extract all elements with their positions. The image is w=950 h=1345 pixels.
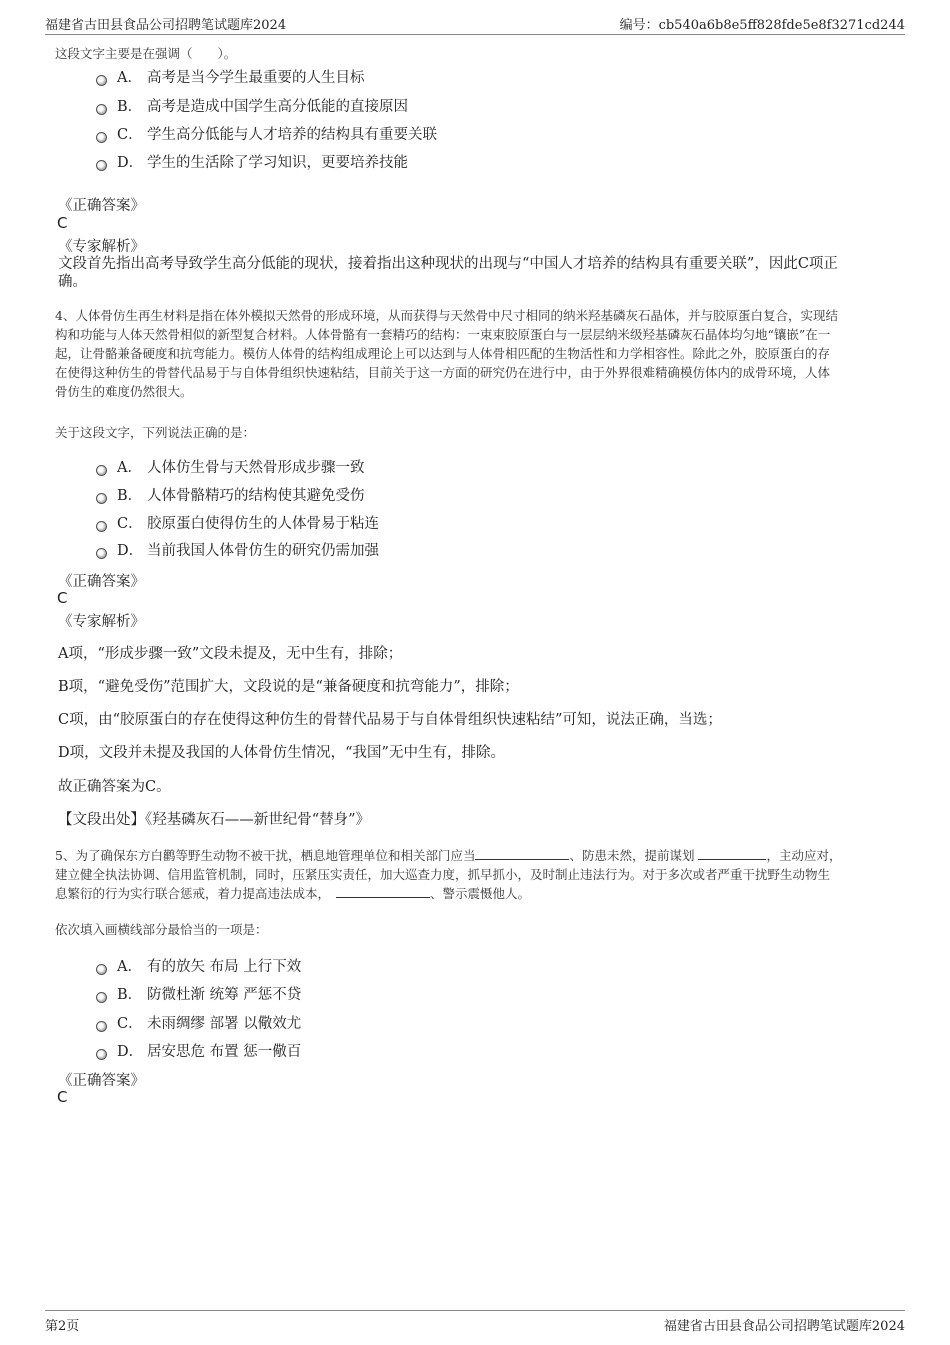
option-key: A． xyxy=(117,460,142,476)
page-header xyxy=(45,14,905,35)
option-text: 高考是造成中国学生高分低能的直接原因 xyxy=(147,99,408,115)
q4-option-b[interactable] xyxy=(96,484,365,505)
q5-question: 依次填入画横线部分最恰当的一项是： xyxy=(55,922,268,937)
q5-passage xyxy=(55,846,905,903)
q3-option-a[interactable] xyxy=(96,66,365,87)
footer-title: 福建省古田县食品公司招聘笔试题库2024 xyxy=(663,1319,905,1334)
q5-option-c[interactable] xyxy=(96,1012,301,1033)
q5-answer: C xyxy=(57,1088,68,1106)
radio-icon[interactable] xyxy=(96,1021,107,1032)
option-text: 胶原蛋白使得仿生的人体骨易于粘连 xyxy=(147,516,379,532)
option-key: D． xyxy=(117,1044,144,1060)
option-text: 人体骨骼精巧的结构使其避免受伤 xyxy=(147,488,365,504)
option-text: 居安思危 布置 惩一儆百 xyxy=(147,1044,302,1060)
header-serial: 编号：cb540a6b8e5ff828fde5e8f3271cd244 xyxy=(619,18,905,33)
q3-option-d[interactable] xyxy=(96,151,408,172)
radio-icon[interactable] xyxy=(96,104,107,115)
radio-icon[interactable] xyxy=(96,465,107,476)
radio-icon[interactable] xyxy=(96,1049,107,1060)
option-text: 高考是当今学生最重要的人生目标 xyxy=(147,70,365,86)
q4-analysis-b: B项，“避免受伤”范围扩大，文段说的是“兼备硬度和抗弯能力”，排除； xyxy=(58,679,519,695)
option-key: B． xyxy=(117,99,143,115)
q5-option-a[interactable] xyxy=(96,955,301,976)
q5-answer-label: 《正确答案》 xyxy=(58,1073,145,1089)
q3-option-c[interactable] xyxy=(96,123,437,144)
q4-answer: C xyxy=(57,589,68,607)
q3-option-b[interactable] xyxy=(96,95,408,116)
q3-analysis-label: 《专家解析》 xyxy=(58,239,145,255)
option-key: D． xyxy=(117,155,144,171)
passage-line: 在使得这种仿生的骨替代品易于与自体骨组织快速粘结，目前关于这一方面的研究仍在进行中，由于外界很难精确模仿体内的成骨环境，人体 xyxy=(55,365,831,380)
text-segment: ，主动应对， xyxy=(766,848,842,863)
option-key: C． xyxy=(117,1016,143,1032)
page-number: 第2页 xyxy=(45,1319,80,1334)
passage-line: 起，让骨骼兼备硬度和抗弯能力。模仿人体骨的结构组成理论上可以达到与人体骨相匹配的生物活性和力学相容性。除此之外，胶原蛋白的存 xyxy=(55,346,831,361)
option-key: C． xyxy=(117,516,143,532)
q3-answer: C xyxy=(57,214,68,232)
blank-2 xyxy=(698,847,766,860)
page-footer xyxy=(45,1310,905,1334)
radio-icon[interactable] xyxy=(96,493,107,504)
option-key: A． xyxy=(117,959,142,975)
radio-icon[interactable] xyxy=(96,521,107,532)
radio-icon[interactable] xyxy=(96,160,107,171)
header-title: 福建省古田县食品公司招聘笔试题库2024 xyxy=(45,18,287,33)
q4-option-d[interactable] xyxy=(96,539,379,560)
radio-icon[interactable] xyxy=(96,992,107,1003)
q4-option-c[interactable] xyxy=(96,512,379,533)
q5-line2: 建立健全执法协调、信用监管机制，同时，压紧压实责任，加大巡查力度，抓早抓小，及时制止违法行为。对于多次或者严重干扰野生动物生 xyxy=(55,867,831,882)
text-segment: 、警示震慑他人。 xyxy=(430,886,531,901)
radio-icon[interactable] xyxy=(96,548,107,559)
q4-passage xyxy=(55,306,838,401)
q4-analysis-a: A项，“形成步骤一致”文段未提及，无中生有，排除； xyxy=(58,646,403,662)
q4-answer-label: 《正确答案》 xyxy=(58,574,145,590)
option-text: 人体仿生骨与天然骨形成步骤一致 xyxy=(147,460,365,476)
option-text: 有的放矢 布局 上行下效 xyxy=(147,959,302,975)
q4-conclusion: 故正确答案为C。 xyxy=(58,779,171,795)
q4-analysis-c: C项，由“胶原蛋白的存在使得这种仿生的骨替代品易于与自体骨组织快速粘结”可知，说法正确，当选； xyxy=(58,712,722,728)
q5-option-b[interactable] xyxy=(96,983,301,1004)
radio-icon[interactable] xyxy=(96,964,107,975)
text-segment: 息繁衍的行为实行联合惩戒，着力提高违法成本， xyxy=(55,886,331,901)
radio-icon[interactable] xyxy=(96,75,107,86)
text-segment: 5、为了确保东方白鹳等野生动物不被干扰，栖息地管理单位和相关部门应当 xyxy=(55,848,476,863)
q4-analysis-label: 《专家解析》 xyxy=(58,614,145,630)
option-text: 未雨绸缪 部署 以儆效尤 xyxy=(147,1016,302,1032)
option-text: 学生高分低能与人才培养的结构具有重要关联 xyxy=(147,127,437,143)
q3-analysis-line1: 文段首先指出高考导致学生高分低能的现状，接着指出这种现状的出现与“中国人才培养的结构具有重要关联”，因此C项正 xyxy=(58,256,838,272)
text-segment: 、防患未然，提前谋划 xyxy=(569,848,695,863)
q5-option-d[interactable] xyxy=(96,1040,301,1061)
blank-3 xyxy=(336,885,430,898)
passage-line: 4、人体骨仿生再生材料是指在体外模拟天然骨的形成环境，从而获得与天然骨中尺寸相同的纳米羟基磷灰石晶体，并与胶原蛋白复合，实现结 xyxy=(55,308,838,323)
q3-analysis-line2: 确。 xyxy=(58,274,87,290)
q4-analysis-d: D项，文段并未提及我国的人体骨仿生情况，“我国”无中生有，排除。 xyxy=(58,745,505,761)
passage-line: 构和功能与人体天然骨相似的新型复合材料。人体骨骼有一套精巧的结构：一束束胶原蛋白与一层层纳米级羟基磷灰石晶体均匀地“镶嵌”在一 xyxy=(55,327,831,342)
option-key: B． xyxy=(117,987,143,1003)
option-text: 学生的生活除了学习知识，更要培养技能 xyxy=(147,155,408,171)
option-text: 当前我国人体骨仿生的研究仍需加强 xyxy=(147,543,379,559)
option-key: A． xyxy=(117,70,142,86)
q4-source: 【文段出处】《羟基磷灰石——新世纪骨“替身”》 xyxy=(58,812,371,828)
q5-line1 xyxy=(55,846,905,865)
option-key: D． xyxy=(117,543,144,559)
option-key: B． xyxy=(117,488,143,504)
option-text: 防微杜渐 统筹 严惩不贷 xyxy=(147,987,302,1003)
blank-1 xyxy=(475,847,569,860)
q5-line3 xyxy=(55,884,905,903)
q3-stem: 这段文字主要是在强调（ ）。 xyxy=(55,46,237,61)
q4-question: 关于这段文字，下列说法正确的是： xyxy=(55,425,256,440)
option-key: C． xyxy=(117,127,143,143)
radio-icon[interactable] xyxy=(96,132,107,143)
q4-option-a[interactable] xyxy=(96,456,365,477)
q3-answer-label: 《正确答案》 xyxy=(58,198,145,214)
passage-line: 骨仿生的难度仍然很大。 xyxy=(55,384,193,399)
